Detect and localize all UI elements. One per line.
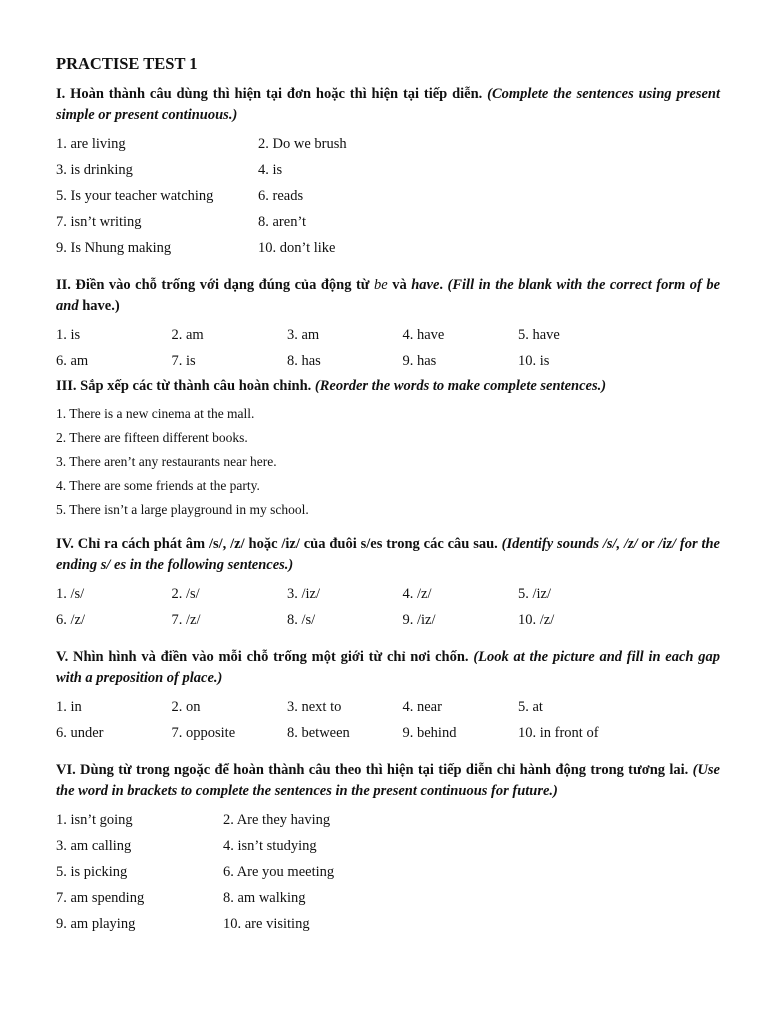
heading-text: III. Sắp xếp các từ thành câu hoàn chỉnh. <box>56 378 315 394</box>
answer-item: 1. is <box>56 327 81 343</box>
section-1 <box>56 84 720 261</box>
heading-text: V. Nhìn hình và điền vào mỗi chỗ trống một giới từ chỉ nơi chốn. <box>56 649 474 665</box>
answer-item: 2. am <box>171 327 204 343</box>
answer-item: 7. /z/ <box>171 612 201 628</box>
section-4 <box>56 534 720 633</box>
section-5 <box>56 647 720 746</box>
heading-text: (Complete the sentences using present simple or present continuous.) <box>56 86 720 123</box>
section-heading <box>56 376 720 397</box>
heading-text: be <box>706 277 721 293</box>
answer-item: 9. Is Nhung making <box>56 240 172 256</box>
answer-item: 1. are living <box>56 136 126 152</box>
heading-text: II. Điền vào chỗ trống với dạng đúng của động từ <box>56 277 375 293</box>
answer-item: 3. am <box>287 327 320 343</box>
section-heading <box>56 760 720 802</box>
answer-row <box>56 183 720 209</box>
answer-item: 1. in <box>56 699 82 715</box>
document-page <box>56 54 720 937</box>
section-heading <box>56 647 720 689</box>
answer-item: 10. /z/ <box>518 612 555 628</box>
answer-item: 8. /s/ <box>287 612 316 628</box>
answer-item: 2. Do we brush <box>258 136 347 152</box>
answer-item: 7. isn’t writing <box>56 214 142 230</box>
answer-item: 8. am walking <box>223 890 306 906</box>
answer-item: 5. have <box>518 327 560 343</box>
answer-item: 3. next to <box>287 699 342 715</box>
heading-text: (Reorder the words to make complete sentences.) <box>314 378 607 394</box>
answer-item: 6. under <box>56 725 104 741</box>
section-heading <box>56 275 720 317</box>
answer-item: 7. am spending <box>56 890 145 906</box>
section-3 <box>56 376 720 522</box>
answer-item: 2. on <box>171 699 201 715</box>
heading-text: have <box>411 277 440 293</box>
answer-row <box>56 157 720 183</box>
answer-row <box>56 833 720 859</box>
section-heading <box>56 534 720 576</box>
answer-item: 3. /iz/ <box>287 586 321 602</box>
answer-item: 7. is <box>171 353 196 369</box>
answer-item: 4. is <box>258 162 283 178</box>
section-2 <box>56 275 720 374</box>
answer-item: 7. opposite <box>171 725 236 741</box>
answer-item: 6. Are you meeting <box>223 864 335 880</box>
answer-row <box>56 131 720 157</box>
answer-row <box>56 694 720 720</box>
heading-text: be <box>374 277 388 293</box>
heading-text: I. Hoàn thành câu dùng thì hiện tại đơn hoặc thì hiện tại tiếp diễn. <box>56 86 488 102</box>
answer-item: 9. /iz/ <box>402 612 436 628</box>
answer-item: 5. is picking <box>56 864 128 880</box>
section-6 <box>56 760 720 937</box>
answer-row <box>56 911 720 937</box>
answer-item: 2. /s/ <box>171 586 200 602</box>
heading-text: VI. Dùng từ trong ngoặc để hoàn thành câu theo thì hiện tại tiếp diễn chỉ hành động trong tương lai. <box>56 762 693 778</box>
heading-text: (Identify sounds /s/, /z/ or /iz/ for the ending s/ es in the following sentences.) <box>56 536 720 573</box>
answer-item: 1. isn’t going <box>56 812 133 828</box>
answer-item: 10. don’t like <box>258 240 336 256</box>
answer-item: 5. /iz/ <box>518 586 552 602</box>
answer-item: 4. isn’t studying <box>223 838 317 854</box>
heading-text: và <box>387 277 412 293</box>
heading-text: . <box>439 277 448 293</box>
answer-row <box>56 885 720 911</box>
answer-sentence: 3. There aren’t any restaurants near here. <box>56 454 277 469</box>
answer-item: 4. have <box>402 327 445 343</box>
answer-row <box>56 209 720 235</box>
answer-row <box>56 607 720 633</box>
heading-text: (Use the word in brackets to complete the sentences in the present continuous for future.) <box>56 762 720 799</box>
answer-sentence: 4. There are some friends at the party. <box>56 478 260 493</box>
answer-item: 5. Is your teacher watching <box>56 188 214 204</box>
answer-item: 9. has <box>402 353 437 369</box>
answer-item: 6. /z/ <box>56 612 85 628</box>
answer-row <box>56 235 720 261</box>
answer-item: 9. am playing <box>56 916 136 932</box>
answer-item: 8. has <box>287 353 321 369</box>
answer-item: 3. is drinking <box>56 162 133 178</box>
answer-item: 4. /z/ <box>402 586 432 602</box>
answer-item: 1. /s/ <box>56 586 85 602</box>
answer-sentence: 5. There isn’t a large playground in my school. <box>56 502 309 517</box>
section-heading <box>56 84 720 126</box>
answer-item: 5. at <box>518 699 543 715</box>
answer-item: 2. Are they having <box>223 812 331 828</box>
answer-sentence: 1. There is a new cinema at the mall. <box>56 406 255 421</box>
answer-item: 10. is <box>518 353 550 369</box>
answer-row <box>56 322 720 348</box>
answer-item: 9. behind <box>402 725 457 741</box>
answer-item: 8. between <box>287 725 350 741</box>
heading-text: IV. Chỉ ra cách phát âm /s/, /z/ hoặc /iz/ của đuôi s/es trong các câu sau. <box>56 536 502 552</box>
document-title: PRACTISE TEST 1 <box>56 54 198 73</box>
answer-sentence: 2. There are fifteen different books. <box>56 430 248 445</box>
answer-item: 4. near <box>402 699 442 715</box>
answer-item: 3. am calling <box>56 838 132 854</box>
answer-row <box>56 581 720 607</box>
heading-text: have.) <box>82 298 120 314</box>
answer-row <box>56 807 720 833</box>
answer-row <box>56 720 720 746</box>
heading-text: (Look at the picture and fill in each gap with a preposition of place.) <box>56 649 720 686</box>
answer-item: 6. reads <box>258 188 304 204</box>
answer-row <box>56 348 720 374</box>
answer-item: 6. am <box>56 353 89 369</box>
answer-row <box>56 859 720 885</box>
heading-text: (Fill in the blank with the correct form of <box>447 277 707 293</box>
answer-item: 10. are visiting <box>223 916 310 932</box>
answer-item: 10. in front of <box>518 725 599 741</box>
answer-item: 8. aren’t <box>258 214 307 230</box>
heading-text: and <box>56 298 83 314</box>
